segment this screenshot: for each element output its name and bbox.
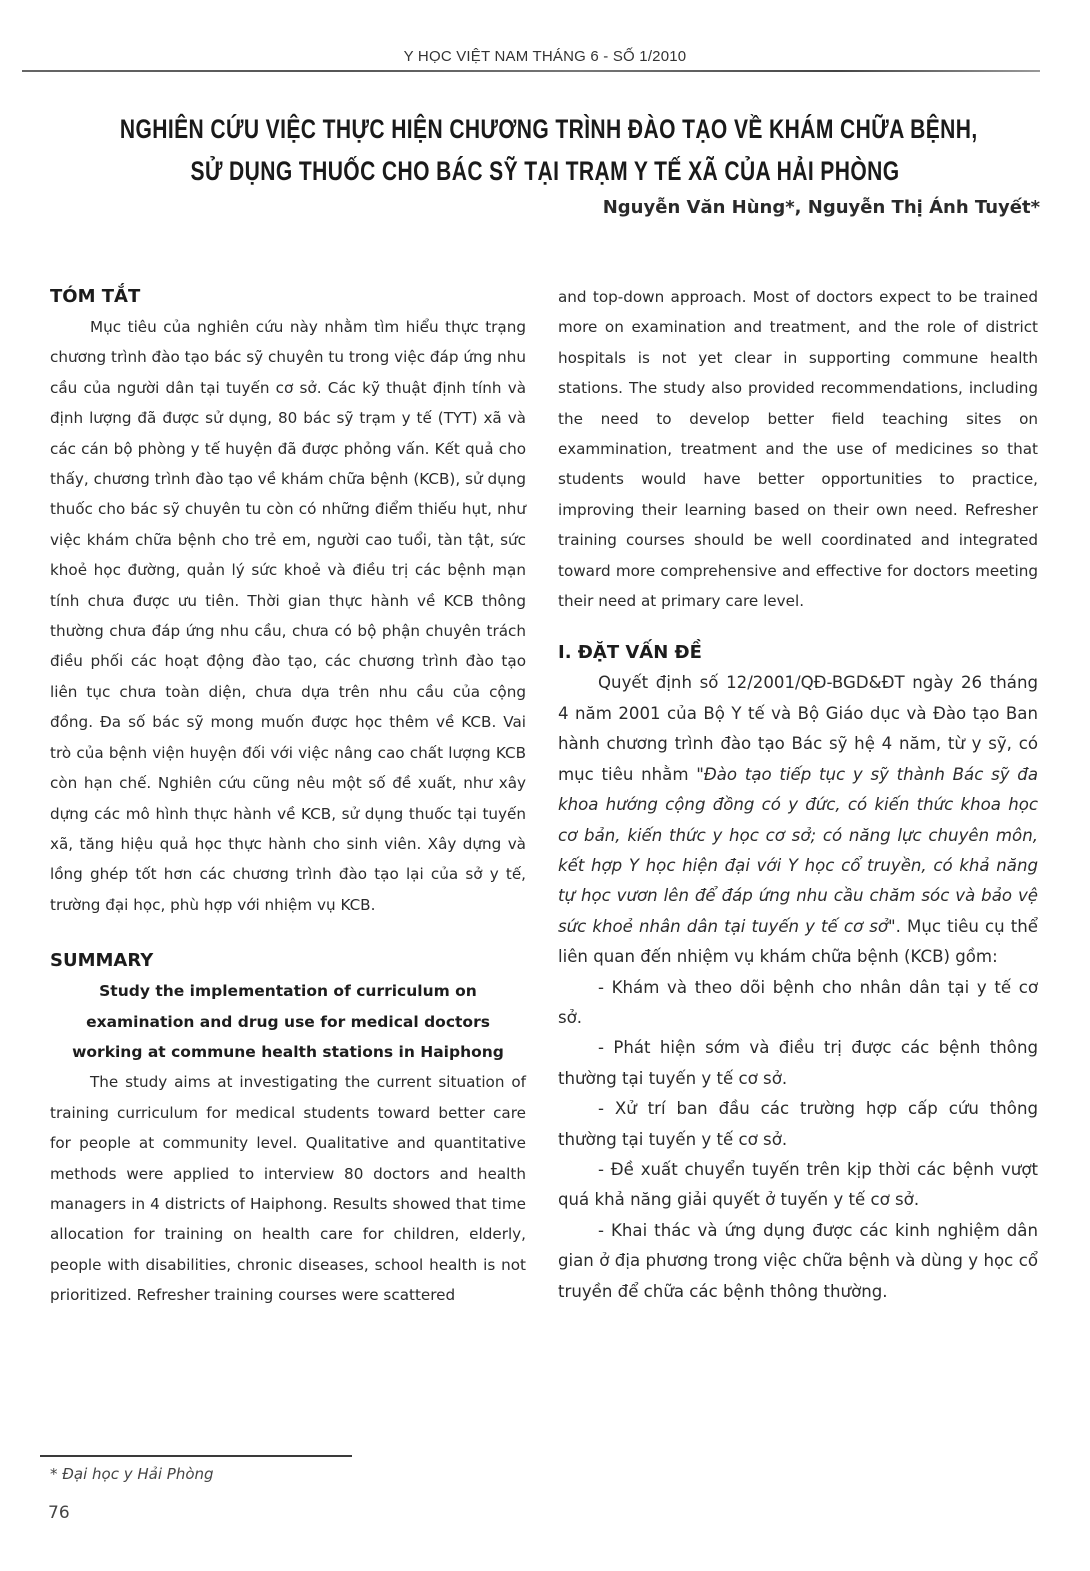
objective-item: - Phát hiện sớm và điều trị được các bệnh thông thường tại tuyến y tế cơ sở. [558, 1038, 1038, 1088]
page-number: 76 [48, 1503, 70, 1523]
abstract-vi-body: Mục tiêu của nghiên cứu này nhằm tìm hiểu thực trạng chương trình đào tạo bác sỹ chuyên tu trong việc đáp ứng nhu cầu của người dân tại tuyến cơ sở. Các kỹ thuật định tính và định lượng đã được sử dụng, 80 bác sỹ trạm y tế (TYT) xã và các cán bộ phòng y tế huyện đã được phỏng vấn. Kết quả cho thấy, chương trình đào tạo về khám chữa bệnh (KCB), sử dụng thuốc cho bác sỹ chuyên tu còn có những điểm thiếu hụt, như việc khám chữa bệnh cho trẻ em, người cao tuổi, tàn tật, sức khoẻ học đường, quản lý sức khoẻ và điều trị các bệnh mạn tính chưa được ưu tiên. Thời gian thực hành về KCB thông thường chưa đáp ứng nhu cầu, chưa có bộ phận chuyên trách điều phối các hoạt động đào tạo, các chương trình đào tạo liên tục chưa toàn diện, chưa dựa trên nhu cầu của cộng đồng. Đa số bác sỹ mong muốn được học thêm về KCB. Vai trò của bệnh viện huyện đối với việc nâng cao chất lượng KCB còn hạn chế. Nghiên cứu cũng nêu một số đề xuất, như xây dựng các mô hình thực hành về KCB, sử dụng thuốc tại tuyến xã, tăng hiệu quả học thực hành cho sinh viên. Xây dựng và lồng ghép tốt hơn các chương trình đào tạo lại của sở y tế, trường đại học, phù hợp với nhiệm vụ KCB. [50, 318, 526, 914]
objective-item: - Khám và theo dõi bệnh cho nhân dân tại y tế cơ sở. [558, 977, 1038, 1027]
section-1-intro-quote: Đào tạo tiếp tục y sỹ thành Bác sỹ đa khoa hướng cộng đồng có y đức, có kiến thức khoa học cơ bản, kiến thức y học cơ sở; có năng lực chuyên môn, kết hợp Y học hiện đại với Y học cổ truyền, có khả năng tự học vươn lên để đáp ứng nhu cầu chăm sóc và bảo vệ sức khoẻ nhân dân tại tuyến y tế cơ sở" [558, 764, 1038, 936]
section-1-intro-plain: Quyết định số 12/2001/QĐ-BGD&ĐT ngày 26 tháng 4 năm 2001 của Bộ Y tế và Bộ Giáo dục và Đào tạo Ban hành chương trình đào tạo Bác sỹ hệ 4 năm, từ y sỹ, có mục tiêu nhằm " [558, 673, 1038, 784]
running-head: Y HỌC VIỆT NAM THÁNG 6 - SỐ 1/2010 [403, 48, 687, 65]
spacer [558, 616, 1038, 638]
section-1-intro-tail: . Mục tiêu cụ thể liên quan đến nhiệm vụ khám chữa bệnh (KCB) gồm: [558, 916, 1039, 967]
header-rule [22, 70, 1040, 72]
abstract-en-body-right: and top-down approach. Most of doctors expect to be trained more on examination and treatment, and the role of district hospitals is not yet clear in supporting commune health stations. The study also provided recommendations, including the need to develop better field teaching sites on exammination, treatment and the use of medicines so that students would have better opportunities to practice, improving their learning based on their own need. Refresher training courses should be well coordinated and integrated toward more comprehensive and effective for doctors meeting their need at primary care level. [558, 288, 1038, 611]
spacer [50, 920, 526, 946]
abstract-en-title: Study the implementation of curriculum on examination and drug use for medical doctors working at commune health stations in Haiphong [72, 982, 504, 1061]
abstract-en-body-left: The study aims at investigating the current situation of training curriculum for medical students toward better care for people at community level. Qualitative and quantitative methods were applied to interview 80 doctors and health managers in 4 districts of Haiphong. Results showed that time allocation for training on health care for children, elderly, people with disabilities, chronic diseases, school health is not prioritized. Refresher training courses were scattered [50, 1073, 526, 1305]
abstract-vi-heading: TÓM TẮT [50, 286, 141, 307]
authors: Nguyễn Văn Hùng*, Nguyễn Thị Ánh Tuyết* [602, 197, 1040, 218]
article-title-line-1: NGHIÊN CỨU VIỆC THỰC HIỆN CHƯƠNG TRÌNH ĐÀO TẠO VỀ KHÁM CHỮA BỆNH, [119, 114, 978, 144]
left-column [50, 282, 526, 1311]
article-title [119, 108, 978, 192]
footnote-rule [40, 1455, 352, 1457]
footnote-affiliation: * Đại học y Hải Phòng [50, 1465, 214, 1483]
article-title-line-2: SỬ DỤNG THUỐC CHO BÁC SỸ TẠI TRẠM Y TẾ XÃ CỦA HẢI PHÒNG [190, 156, 900, 186]
section-1-intro [558, 668, 1038, 972]
objective-item: - Khai thác và ứng dụng được các kinh nghiệm dân gian ở địa phương trong việc chữa bệnh và dùng y học cổ truyền để chữa các bệnh thông thường. [558, 1220, 1038, 1301]
section-1-heading: I. ĐẶT VẤN ĐỀ [558, 642, 702, 664]
right-column [558, 282, 1038, 1307]
abstract-en-heading: SUMMARY [50, 950, 154, 972]
objective-item: - Xử trí ban đầu các trường hợp cấp cứu thông thường tại tuyến y tế cơ sở. [558, 1099, 1038, 1149]
objective-item: - Đề xuất chuyển tuyến trên kịp thời các bệnh vượt quá khả năng giải quyết ở tuyến y tế cơ sở. [558, 1159, 1038, 1210]
